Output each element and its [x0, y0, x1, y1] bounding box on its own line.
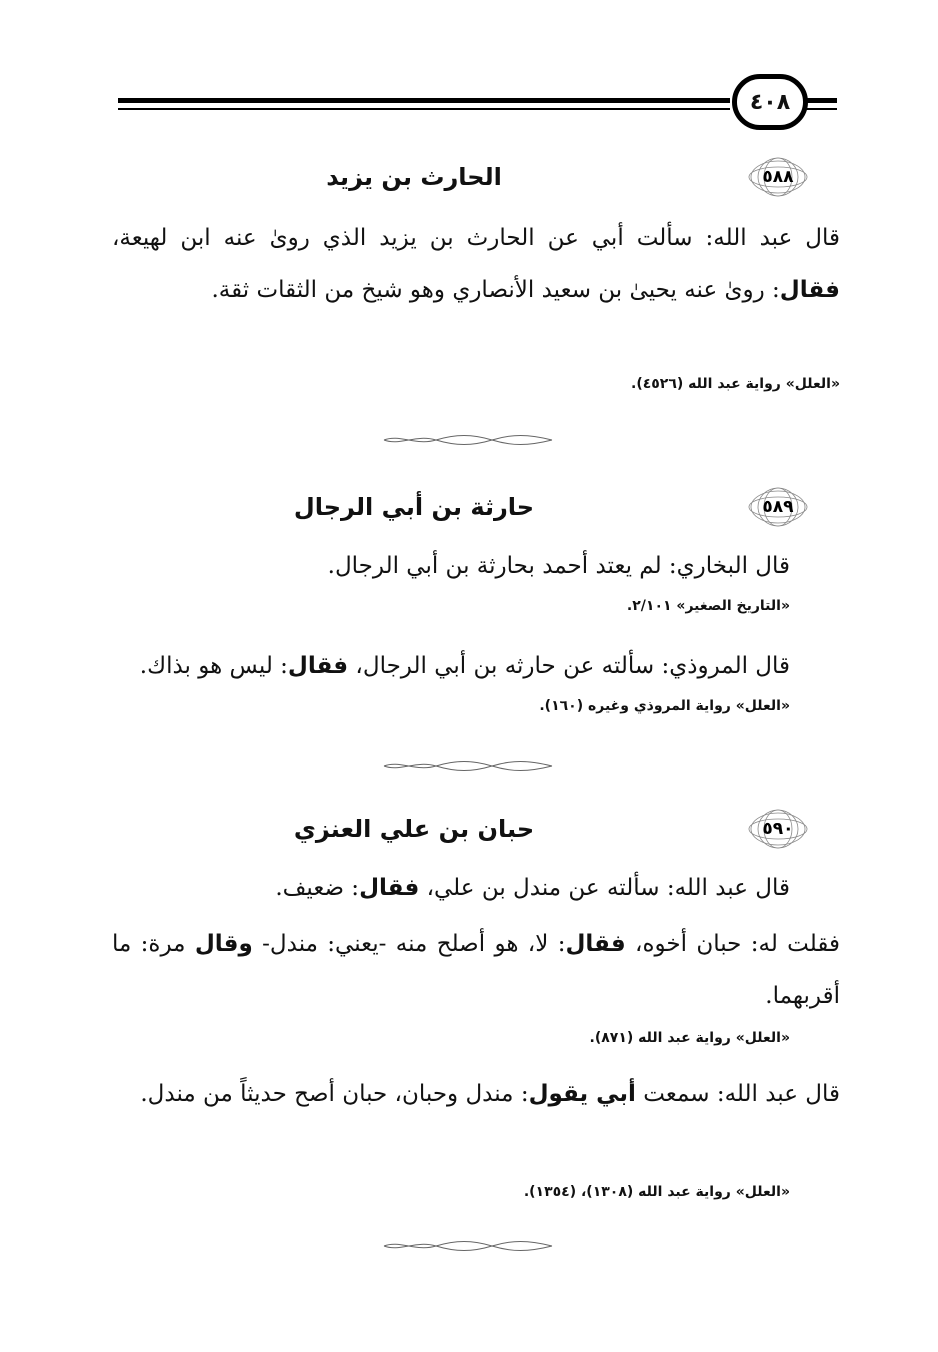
entry-number: ٥٨٩	[762, 497, 794, 517]
bold-run: أبي يقول	[528, 1081, 636, 1107]
entry-heading-589	[120, 482, 808, 532]
text-run: قال المروذي: سألته عن حارثه بن أبي الرجال،	[348, 653, 790, 679]
entry-number: ٥٩٠	[762, 819, 794, 839]
text-run: : روىٰ عنه يحيىٰ بن سعيد الأنصاري وهو شيخ من الثقات ثقة.	[211, 277, 780, 303]
rosette-ornament-icon	[748, 809, 808, 849]
paragraph	[112, 212, 840, 316]
bold-run: فقال	[287, 653, 349, 679]
header-rule-thin	[118, 108, 730, 110]
entry-title: الحارث بن يزيد	[326, 163, 502, 191]
header-rule-tail-thick	[805, 98, 837, 103]
citation: «العلل» رواية عبد الله (٨٧١).	[589, 1030, 790, 1046]
paragraph	[112, 1068, 840, 1120]
entry-heading-590	[120, 804, 808, 854]
paragraph	[112, 918, 840, 1022]
text-run: قال عبد الله: سمعت	[635, 1081, 840, 1107]
text-run: : ليس هو بذاك.	[139, 653, 288, 679]
text-run: : ضعيف.	[275, 875, 360, 901]
header-rule-tail-thin	[805, 108, 837, 110]
text-run: قال عبد الله: سألت أبي عن الحارث بن يزيد الذي روىٰ عنه ابن لهيعة،	[112, 225, 840, 251]
text-run: قال عبد الله: سألته عن مندل بن علي،	[419, 875, 790, 901]
text-run: : لا، هو أصلح منه -يعني: مندل-	[252, 931, 566, 957]
citation: «العلل» رواية عبد الله (٤٥٢٦).	[631, 376, 840, 392]
citation: «العلل» رواية عبد الله (١٣٠٨)، (١٣٥٤).	[523, 1184, 790, 1200]
text-run: : مندل وحبان، حبان أصح حديثاً من مندل.	[140, 1081, 529, 1107]
entry-title: حبان بن علي العنزي	[293, 815, 535, 843]
header-rule-thick	[118, 98, 730, 103]
rosette-ornament-icon	[748, 157, 808, 197]
paragraph	[112, 640, 790, 692]
citation: «التاريخ الصغير» ٢/١٠١.	[626, 598, 790, 614]
ornament-separator-icon	[380, 1240, 556, 1252]
citation: «العلل» رواية المروذي وغيره (١٦٠).	[539, 698, 790, 714]
bold-run: وقال	[194, 931, 253, 957]
ornament-separator-icon	[380, 760, 556, 772]
bold-run: فقال	[359, 875, 420, 901]
text-run: مرة: ما أقربهما.	[112, 931, 840, 1009]
entry-number: ٥٨٨	[762, 167, 794, 187]
bold-run: فقال	[779, 277, 840, 303]
text-run: قال البخاري: لم يعتد أحمد بحارثة بن أبي الرجال.	[327, 553, 790, 579]
entry-heading-588	[120, 152, 808, 202]
entry-title: حارثة بن أبي الرجال	[293, 493, 535, 521]
bold-run: فقال	[565, 931, 626, 957]
paragraph	[112, 540, 790, 592]
ornament-separator-icon	[380, 434, 556, 446]
text-run: فقلت له: حبان أخوه،	[625, 931, 840, 957]
paragraph	[112, 862, 790, 914]
rosette-ornament-icon	[748, 487, 808, 527]
page-number: ٤٠٨	[732, 74, 808, 130]
